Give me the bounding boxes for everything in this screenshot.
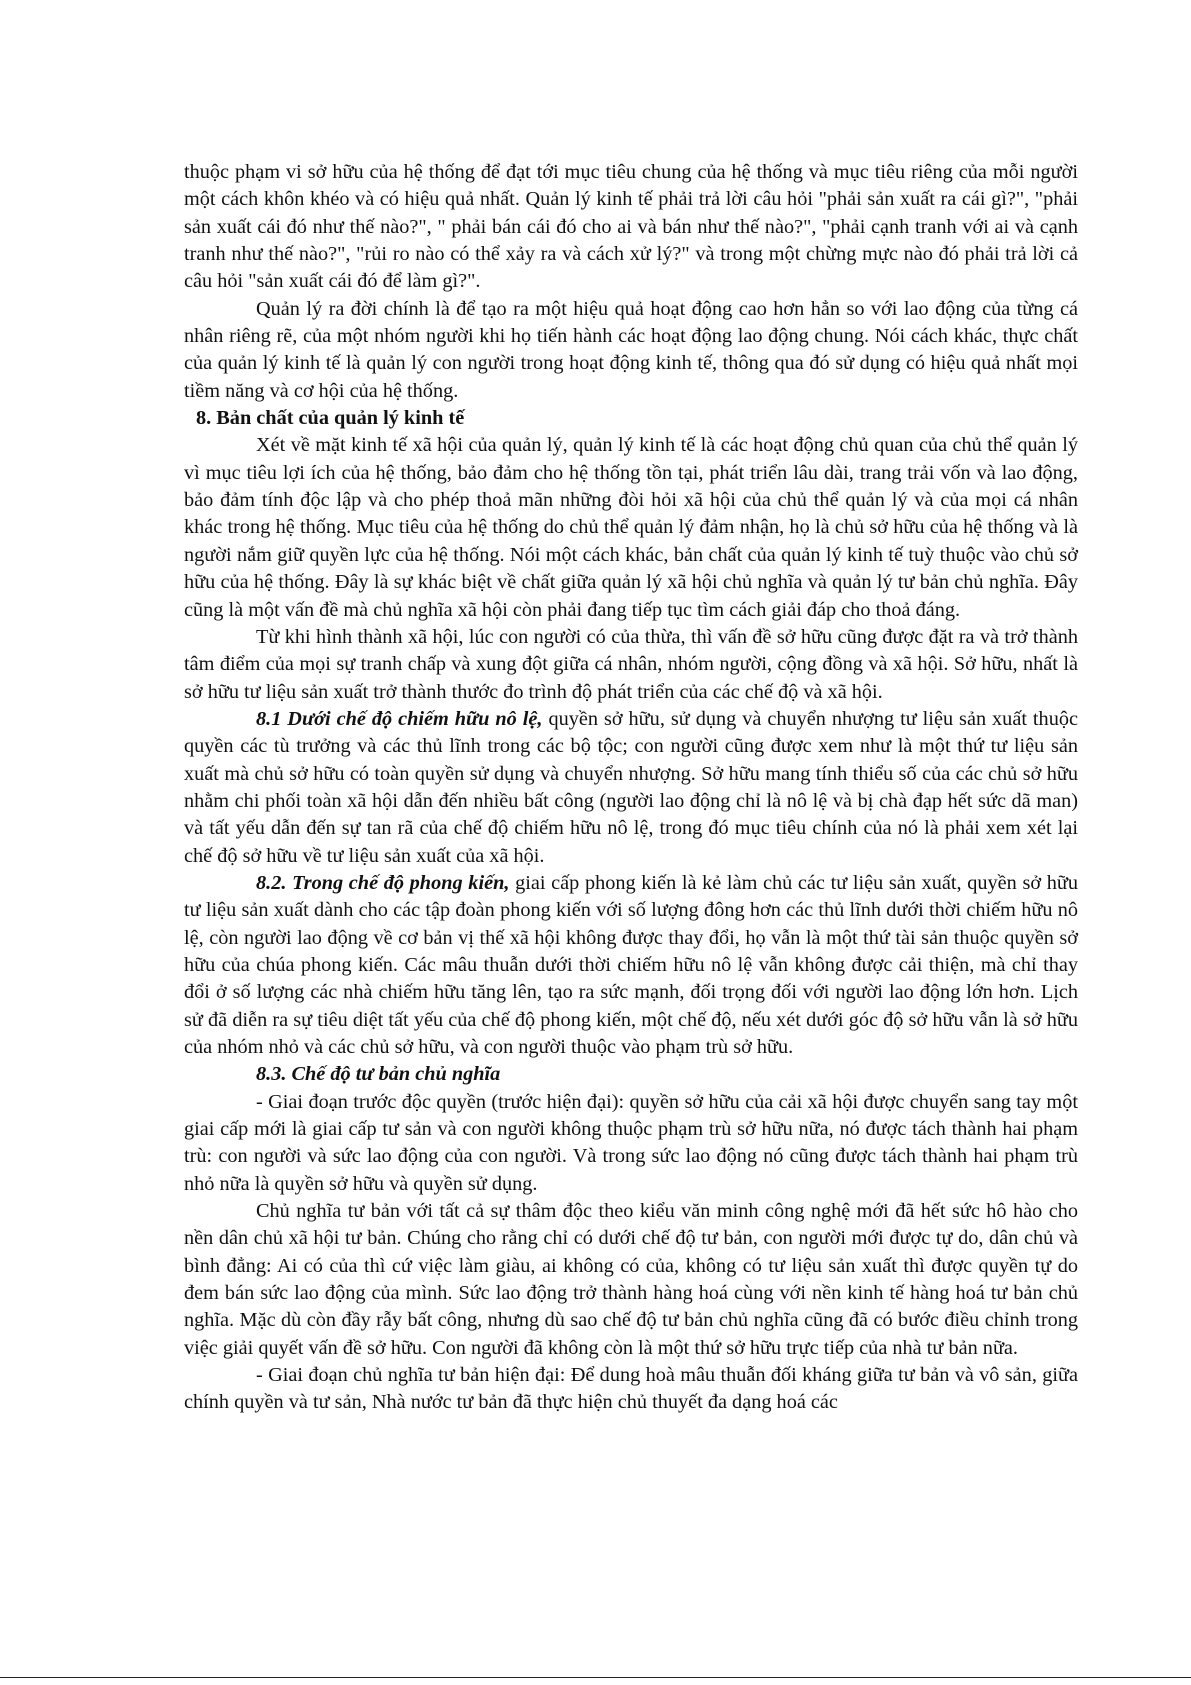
paragraph-feudalism [184,870,1078,1061]
paragraph-modern-capitalism: - Giai đoạn chủ nghĩa tư bản hiện đại: Để dung hoà mâu thuẫn đối kháng giữa tư bản và vô sản, giữa chính quyền và tư sản, Nhà nước tư bản đã thực hiện chủ thuyết đa dạng hoá các [184,1364,1078,1414]
paragraph-slavery-text: quyền sở hữu, sử dụng và chuyển nhượng tư liệu sản xuất thuộc quyền các tù trưởng và các thủ lĩnh trong các bộ tộc; con người cũng được xem như là một thứ tư liệu sản xuất mà chủ sở hữu có toàn quyền sử dụng và chuyển nhượng. Sở hữu mang tính thiểu số của các chủ sở hữu nhằm chi phối toàn xã hội dẫn đến nhiều bất công (người lao động chỉ là nô lệ và bị chà đạp hết sức dã man) và tất yếu dẫn đến sự tan rã của chế độ chiếm hữu nô lệ, trong đó mục tiêu chính của nó là phải xem xét lại chế độ sở hữu về tư liệu sản xuất của xã hội. [184,707,1078,867]
paragraph-capitalism-democracy: Chủ nghĩa tư bản với tất cả sự thâm độc theo kiểu văn minh công nghệ mới đã hết sức hô hào cho nền dân chủ xã hội tư bản. Chúng cho rằng chỉ có dưới chế độ tư bản, con người mới được tự do, dân chủ và bình đẳng: Ai có của thì cứ việc làm giàu, ai không có của, không có tư liệu sản xuất thì được quyền tự do đem bán sức lao động của mình. Sức lao động trở thành hàng hoá cùng với nền kinh tế hàng hoá tư bản chủ nghĩa. Mặc dù còn đầy rẫy bất công, nhưng dù sao chế độ tư bản chủ nghĩa cũng đã có bước điều chỉnh trong việc giải quyết vấn đề sở hữu. Con người đã không còn là một thứ sở hữu trực tiếp của nhà tư bản nữa. [184,1200,1078,1359]
paragraph-feudalism-text: giai cấp phong kiến là kẻ làm chủ các tư liệu sản xuất, quyền sở hữu tư liệu sản xuất dành cho các tập đoàn phong kiến với số lượng đông hơn các thủ lĩnh dưới thời chiếm hữu nô lệ, còn người lao động về cơ bản vị thế xã hội không được thay đổi, họ vẫn là một thứ tài sản thuộc quyền sở hữu của chúa phong kiến. Các mâu thuẫn dưới thời chiếm hữu nô lệ vẫn không được cải thiện, mà chỉ thay đổi ở số lượng các nhà chiếm hữu tăng lên, tạo ra sức mạnh, đối trọng đối với người lao động lớn hơn. Lịch sử đã diễn ra sự tiêu diệt tất yếu của chế độ phong kiến, một chế độ, nếu xét dưới góc độ sở hữu vẫn là sở hữu của nhóm nhỏ và các chủ sở hữu, và con người thuộc vào phạm trù sở hữu. [184,871,1078,1058]
subheading-8-1: 8.1 Dưới chế độ chiếm hữu nô lệ, [256,707,543,730]
paragraph-management-questions: thuộc phạm vi sở hữu của hệ thống để đạt tới mục tiêu chung của hệ thống và mục tiêu riêng của mỗi người một cách khôn khéo và có hiệu quả nhất. Quản lý kinh tế phải trả lời câu hỏi "phải sản xuất ra cái gì?", "phải sản xuất cái đó như thế nào?", " phải bán cái đó cho ai và bán như thế nào?", "phải cạnh tranh với ai và cạnh tranh như thế nào?", "rủi ro nào có thể xảy ra và cách xử lý?" và trong một chừng mực nào đó phải trả lời cả câu hỏi "sản xuất cái đó để làm gì?". [184,161,1078,293]
footer-rule [0,1677,1191,1678]
paragraph-slavery [184,706,1078,870]
document-body [184,159,1078,1417]
section-heading-8: 8. Bản chất của quản lý kinh tế [196,407,465,430]
paragraph-nature-of-management: Xét về mặt kinh tế xã hội của quản lý, quản lý kinh tế là các hoạt động chủ quan của chủ thể quản lý vì mục tiêu lợi ích của hệ thống, bảo đảm cho hệ thống tồn tại, phát triển lâu dài, trang trải vốn và lao động, bảo đảm tính độc lập và cho phép thoả mãn những đòi hỏi xã hội của chủ thể quản lý và của mọi cá nhân khác trong hệ thống. Mục tiêu của hệ thống do chủ thể quản lý đảm nhận, họ là chủ sở hữu của hệ thống và là người nắm giữ quyền lực của hệ thống. Nói một cách khác, bản chất của quản lý kinh tế tuỳ thuộc vào chủ sở hữu của hệ thống. Đây là sự khác biệt về chất giữa quản lý xã hội chủ nghĩa và quản lý tư bản chủ nghĩa. Đây cũng là một vấn đề mà chủ nghĩa xã hội còn phải đang tiếp tục tìm cách giải đáp cho thoả đáng. [184,434,1078,621]
paragraph-purpose-of-management: Quản lý ra đời chính là để tạo ra một hiệu quả hoạt động cao hơn hẳn so với lao động của từng cá nhân riêng rẽ, của một nhóm người khi họ tiến hành các hoạt động lao động chung. Nói cách khác, thực chất của quản lý kinh tế là quản lý con người trong hoạt động kinh tế, thông qua đó sử dụng có hiệu quả nhất mọi tiềm năng và cơ hội của hệ thống. [184,297,1078,402]
subheading-8-2: 8.2. Trong chế độ phong kiến, [256,871,510,894]
paragraph-pre-monopoly: - Giai đoạn trước độc quyền (trước hiện đại): quyền sở hữu của cải xã hội được chuyển sang tay một giai cấp mới là giai cấp tư sản và con người không thuộc phạm trù sở hữu nữa, nó được tách thành hai phạm trù: con người và sức lao động của con người. Và trong sức lao động nó cũng được tách thành hai phạm trù nhỏ nữa là quyền sở hữu và quyền sử dụng. [184,1090,1078,1195]
subheading-8-3: 8.3. Chế độ tư bản chủ nghĩa [256,1063,501,1086]
paragraph-ownership-origin: Từ khi hình thành xã hội, lúc con người có của thừa, thì vấn đề sở hữu cũng được đặt ra và trở thành tâm điểm của mọi sự tranh chấp và xung đột giữa cá nhân, nhóm người, cộng đồng và xã hội. Sở hữu, nhất là sở hữu tư liệu sản xuất trở thành thước đo trình độ phát triển của các chế độ và xã hội. [184,625,1078,703]
